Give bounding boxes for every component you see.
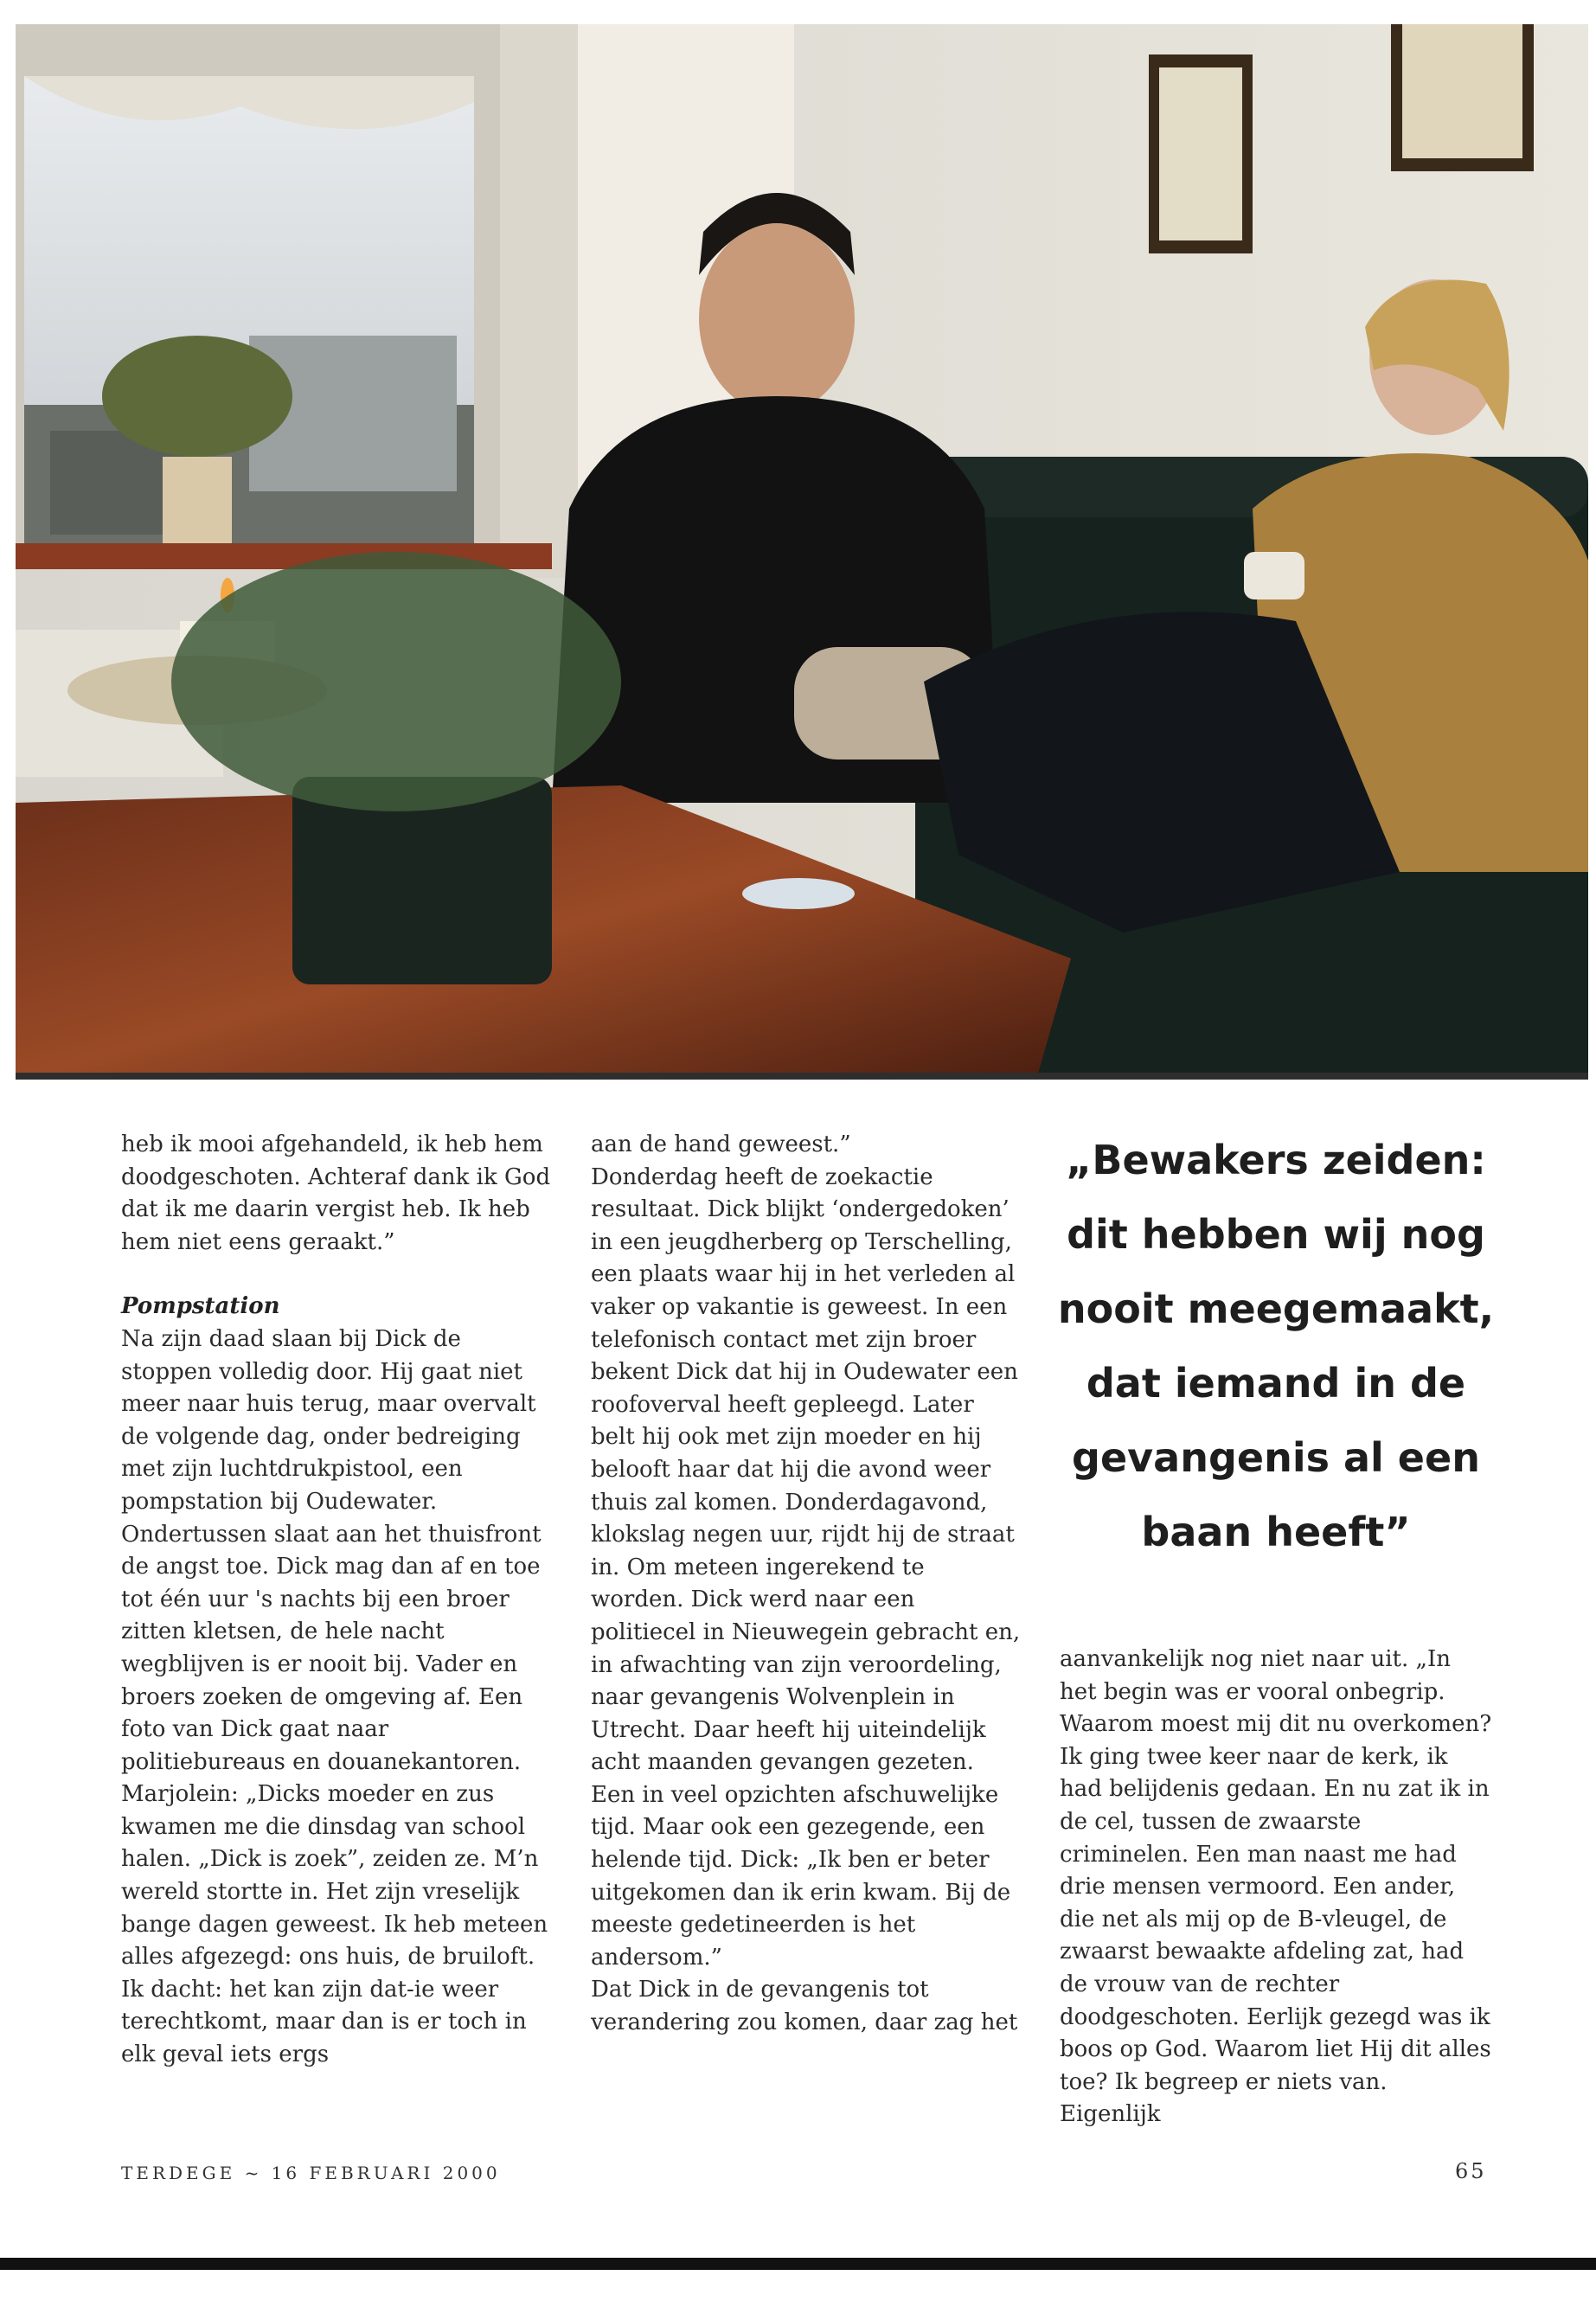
column1-body-paragraph: Na zijn daad slaan bij Dick de stoppen volledig door. Hij gaat niet meer naar huis terug, maar overvalt de volgende dag, onder bedreiging met zijn luchtdrukpistool, een pompstation bij Oudewater. Ondertussen slaat aan het thuisfront de angst toe. Dick mag dan af en toe tot één uur 's nachts bij een broer zitten kletsen, de hele nacht wegblijven is er nooit bij. Vader en broers zoeken de omgeving af. Een foto van Dick gaat naar politiebureaus en douanekantoren. — [121, 1325, 542, 1775]
bottom-rule — [0, 2258, 1596, 2270]
column2-body-paragraph: aan de hand geweest.” — [591, 1131, 851, 1157]
interior-photo-icon — [16, 24, 1588, 1080]
article-column-2 — [591, 1129, 1023, 2040]
page-number: 65 — [1455, 2159, 1487, 2183]
column2-body-paragraph: Donderdag heeft de zoekactie resultaat. Dick blijkt ‘ondergedoken’ in een jeugdherberg op Terschelling, een plaats waar hij in het verleden al vaker op vakantie is geweest. In een telefonisch contact met zijn broer bekent Dick dat hij in Oudewater een roofoverval heeft gepleegd. Later belt hij ook met zijn moeder en hij belooft haar dat hij die avond weer thuis zal komen. Donderdagavond, klokslag negen uur, rijdt hij de straat in. Om meteen ingerekend te worden. Dick werd naar een politiecel in Nieuwegein gebracht en, in afwachting van zijn veroordeling, naar gevangenis Wolvenplein in Utrecht. Daar heeft hij uiteindelijk acht maanden gevangen gezeten. Een in veel opzichten afschuwelijke tijd. Maar ook een gezegende, een helende tijd. Dick: „Ik ben er beter uitgekomen dan ik erin kwam. Bij de meeste gedetineerden is het andersom.” — [591, 1163, 1021, 1971]
column3-body-paragraph: aanvankelijk nog niet naar uit. „In het begin was er vooral onbegrip. Waarom moest mij dit nu overkomen? Ik ging twee keer naar de kerk, ik had belijdenis gedaan. En nu zat ik in de cel, tussen de zwaarste criminelen. Een man naast me had drie mensen vermoord. Een ander, die net als mij op de B-vleugel, de zwaarst bewaakte afdeling zat, had de vrouw van de rechter doodgeschoten. Eerlijk gezegd was ik boos op God. Waarom liet Hij dit alles toe? Ik begreep er niets van. Eigenlijk — [1060, 1646, 1492, 2128]
article-photo — [16, 24, 1588, 1080]
article-column-1 — [121, 1129, 554, 2072]
column1-paragraph: heb ik mooi afgehandeld, ik heb hem doodgeschoten. Achteraf dank ik God dat ik me daarin vergist heb. Ik heb hem niet eens geraakt.” — [121, 1131, 551, 1255]
column1-body-paragraph: Marjolein: „Dicks moeder en zus kwamen me die dinsdag van school halen. „Dick is zoek”, zeiden ze. M’n wereld stortte in. Het zijn vreselijk bange dagen geweest. Ik heb meteen alles afgezegd: ons huis, de bruiloft. Ik dacht: het kan zijn dat-ie weer terechtkomt, maar dan is er toch in elk geval iets ergs — [121, 1781, 548, 2068]
article-column-3 — [1060, 1644, 1492, 2131]
column2-body-paragraph: Dat Dick in de gevangenis tot verandering zou komen, daar zag het — [591, 1977, 1018, 2036]
pull-quote: „Bewakers zeiden: dit hebben wij nog nooit meegemaakt, dat iemand in de gevangenis al een baan heeft” — [1057, 1137, 1495, 1555]
subhead-pompstation: Pompstation — [121, 1293, 280, 1320]
photo-bottom-rule — [16, 1073, 1588, 1080]
publication-footer: TERDEGE ~ 16 FEBRUARI 2000 — [121, 2163, 501, 2183]
